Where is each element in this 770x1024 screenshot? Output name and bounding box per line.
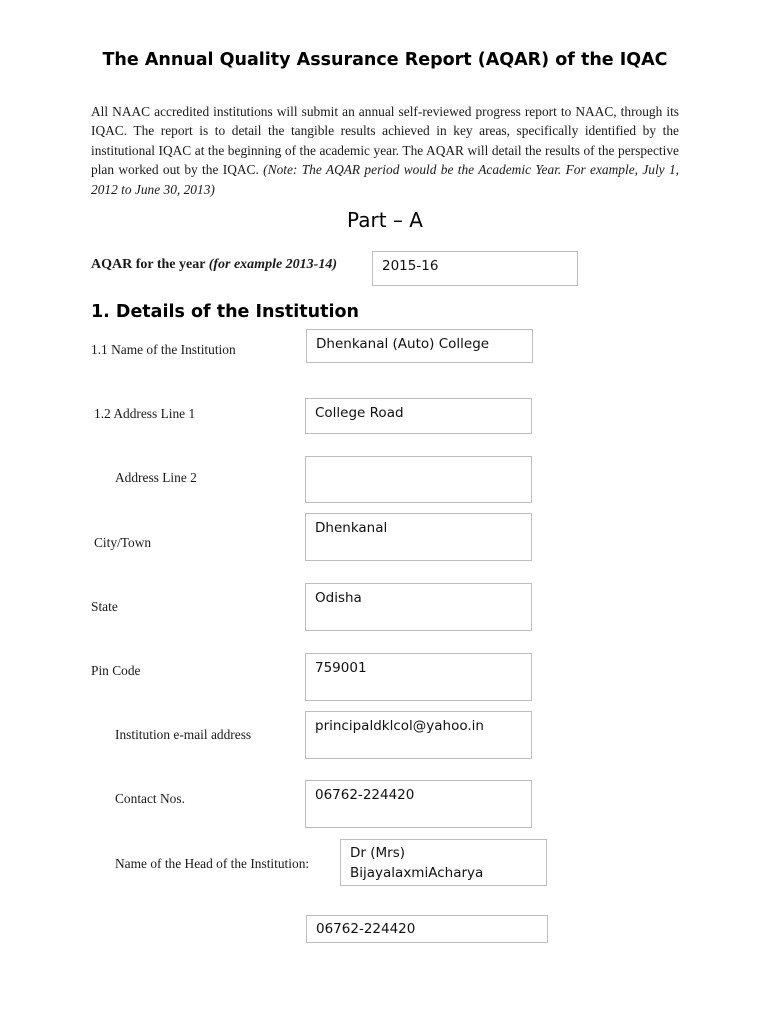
- city-field[interactable]: Dhenkanal: [305, 513, 532, 561]
- aqar-year-label: [91, 257, 337, 273]
- address2-label: Address Line 2: [115, 470, 197, 485]
- contact-label: Contact Nos.: [115, 791, 185, 806]
- intro-text: All NAAC accredited institutions will submit an annual self-reviewed progress report to NAAC, through its IQAC. The report is to detail the tangible results achieved in key areas, specifically identified by the institutional IQAC at the beginning of the academic year. The AQAR will detail the results of the perspective plan worked out by the IQAC.: [91, 104, 679, 178]
- section-heading: 1. Details of the Institution: [91, 302, 359, 322]
- head-phone-field[interactable]: 06762-224420: [306, 915, 548, 943]
- address1-label: 1.2 Address Line 1: [94, 406, 196, 421]
- address-line2-field[interactable]: [305, 456, 532, 503]
- state-label: State: [91, 599, 118, 614]
- head-name-field[interactable]: [340, 839, 547, 886]
- intro-note: (Note: The AQAR period would be the Academic Year. For example, July 1, 2012 to June 30, 2013): [91, 162, 679, 197]
- head-label: Name of the Head of the Institution:: [115, 856, 310, 871]
- email-label: Institution e-mail address: [115, 727, 252, 742]
- aqar-year-field[interactable]: 2015-16: [372, 251, 578, 286]
- name-label: 1.1 Name of the Institution: [91, 342, 236, 357]
- address-line1-field[interactable]: College Road: [305, 398, 532, 434]
- head-name-line1: Dr (Mrs): [350, 845, 406, 861]
- city-label: City/Town: [94, 535, 152, 550]
- email-field[interactable]: principaldklcol@yahoo.in: [305, 711, 532, 759]
- aqar-year-example: (for example 2013-14): [208, 257, 337, 272]
- state-field[interactable]: Odisha: [305, 583, 532, 631]
- report-title: The Annual Quality Assurance Report (AQAR) of the IQAC: [102, 50, 668, 70]
- aqar-year-label-text: AQAR for the year: [91, 257, 206, 272]
- pin-label: Pin Code: [91, 663, 141, 678]
- contact-field[interactable]: 06762-224420: [305, 780, 532, 828]
- pin-code-field[interactable]: 759001: [305, 653, 532, 701]
- institution-name-field[interactable]: Dhenkanal (Auto) College: [306, 329, 533, 363]
- head-name-line2: BijayalaxmiAcharya: [350, 865, 484, 881]
- intro-paragraph: [91, 102, 679, 199]
- part-heading: Part – A: [347, 208, 423, 232]
